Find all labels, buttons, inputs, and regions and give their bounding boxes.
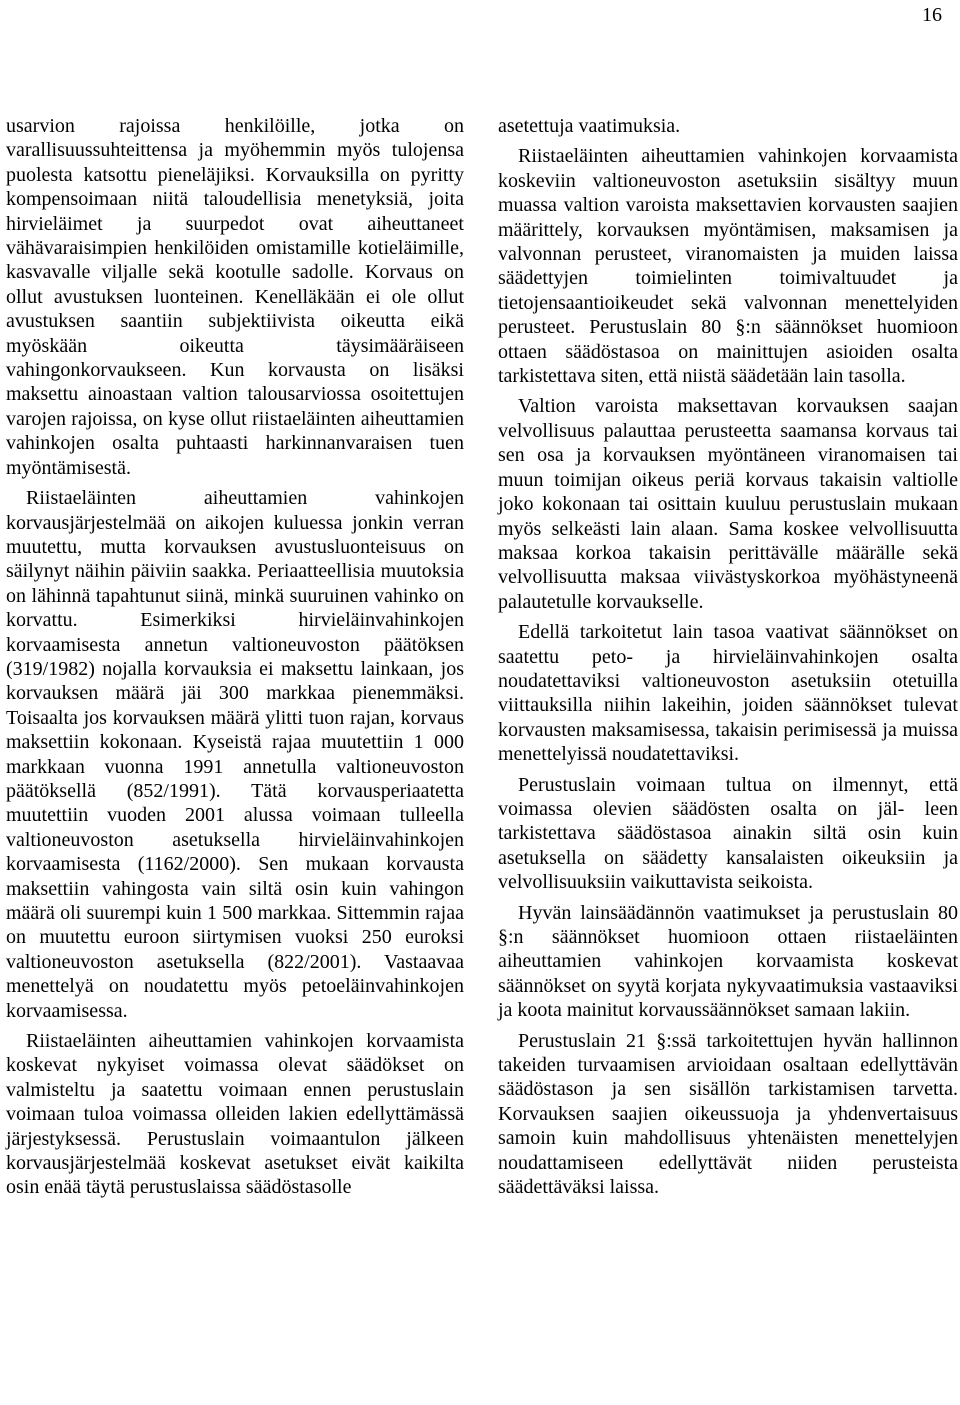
paragraph: Perustuslain voimaan tultua on ilmennyt, että voimassa olevien säädösten osalta on jäl- leen tarkistettava säädöstasoa ainakin siltä osin kuin asetuksella on säädetty kansalaisten oikeuksiin ja velvollisuuksiin vaikuttavista seikoista.	[498, 773, 958, 894]
paragraph: Edellä tarkoitetut lain tasoa vaativat säännökset on saatettu peto- ja hirvieläinvahinkojen osalta noudatettaviksi valtioneuvoston asetuksiin otetuilla viittauksilla niihin lakeihin, joiden säännökset tulevat korvausten maksamisessa, takaisin perimisessä ja muissa menettelyissä noudatettaviksi.	[498, 621, 958, 766]
left-column	[6, 114, 464, 1200]
page-number: 16	[922, 4, 942, 26]
paragraph: Riistaeläinten aiheuttamien vahinkojen korvaamista koskeviin valtioneuvoston asetuksiin sisältyy muun muassa valtion varoista maksettavien korvausten saajien määrittely, korvauksen myöntämisen, maksamisen ja valvonnan perusteet, viranomaisten ja muiden laissa säädettyjen toimielinten toimivaltuudet ja tietojensaantioikeudet sekä valvonnan menettelyiden perusteet. Perustuslain 80 §:n säännökset huomioon ottaen säädöstasoa on mainittujen asioiden osalta tarkistettava siten, että niistä säädetään lain tasolla.	[498, 145, 958, 388]
right-column	[498, 114, 958, 1199]
paragraph: Hyvän lainsäädännön vaatimukset ja perustuslain 80 §:n säännökset huomioon ottaen riistaeläinten aiheuttamien vahinkojen korvaamista koskevat säännökset on syytä korjata nykyvaatimuksia vastaaviksi ja koota mainitut korvaussäännökset samaan lakiin.	[498, 901, 958, 1022]
paragraph: Riistaeläinten aiheuttamien vahinkojen korvaamista koskevat nykyiset voimassa olevat säädökset on valmisteltu ja saatettu voimaan ennen perustuslain voimaan tuloa voimassa olleiden lakien edellyttämässä järjestyksessä. Perustuslain voimaantulon jälkeen korvausjärjestelmää koskevat asetukset eivät kaikilta osin enää täytä perustuslaissa säädöstasolle	[6, 1030, 464, 1199]
paragraph: usarvion rajoissa henkilöille, jotka on varallisuussuhteittensa ja myöhemmin myös tulojensa puolesta katsottu pieneläjiksi. Korvauksilla on pyritty kompensoimaan niitä taloudellisia menetyksiä, joita hirvieläimet ja suurpedot ovat aiheuttaneet vähävaraisimpien henkilöiden omistamille kotieläimille, kasvavalle viljalle sekä kootulle sadolle. Korvaus on ollut avustuksen luonteinen. Kenelläkään ei ole ollut avustuksen saantiin subjektiivista oikeutta eikä myöskään oikeutta täysimääräiseen vahingonkorvaukseen. Kun korvausta on lisäksi maksettu ainoastaan valtion talousarviossa osoitettujen varojen rajoissa, on kyse ollut riistaeläinten aiheuttamien vahinkojen osalta puhtaasti harkinnanvaraisen tuen myöntämisestä.	[6, 115, 464, 479]
paragraph: Perustuslain 21 §:ssä tarkoitettujen hyvän hallinnon takeiden turvaamisen arvioidaan osaltaan edellyttävän säädöstason ja sen sisällön tarkistamisen tarvetta. Korvauksen saajien oikeussuoja ja yhdenvertaisuus samoin kuin mahdollisuus yhtenäisten menettelyjen noudattamiseen edellyttävät niiden perusteista säädettäväksi laissa.	[498, 1029, 958, 1199]
paragraph: Riistaeläinten aiheuttamien vahinkojen korvausjärjestelmää on aikojen kuluessa jonkin verran muutettu, mutta korvauksen avustusluonteisuus on säilynyt näihin päiviin saakka. Periaatteellisia muutoksia on lähinnä tapahtunut siinä, minkä suuruinen vahinko on korvattu. Esimerkiksi hirvieläinvahinkojen korvaamisesta annetun valtioneuvoston päätöksen (319/1982) nojalla korvauksia ei maksettu lainkaan, jos korvauksen määrä jäi 300 markkaa pienemmäksi. Toisaalta jos korvauksen määrä ylitti tuon rajan, korvaus maksettiin kokonaan. Kyseistä rajaa muutettiin 1 000 markkaan vuonna 1991 annetulla valtioneuvoston päätöksellä (852/1991). Tätä korvausperiaatetta muutettiin vuoden 2001 alussa voimaan tulleella valtioneuvoston asetuksella hirvieläinvahinkojen korvaamisesta (1162/2000). Sen mukaan korvausta maksettiin vahingosta vain siltä osin kuin vahingon määrä oli suurempi kuin 1 500 markkaa. Sittemmin rajaa on muutettu euroon siirtymisen vuoksi 250 euroksi valtioneuvoston asetuksella (822/2001). Vastaavaa menettelyä on noudatettu myös petoeläinvahinkojen korvaamisessa.	[6, 487, 464, 1022]
paragraph: asetettuja vaatimuksia.	[498, 115, 681, 137]
paragraph: Valtion varoista maksettavan korvauksen saajan velvollisuus palauttaa perusteetta saamansa korvaus tai sen osa ja korvauksen myöntäneen viranomaisen tai muun toimijan oikeus periä korvaus takaisin valtiolle joko kokonaan tai osittain kuuluu perustuslain mukaan myös selkeästi lain alaan. Sama koskee velvollisuutta maksaa korkoa takaisin perittävälle määrälle sekä velvollisuutta maksaa viivästyskorkoa myöhästyneenä palautetulle korvaukselle.	[498, 395, 958, 613]
